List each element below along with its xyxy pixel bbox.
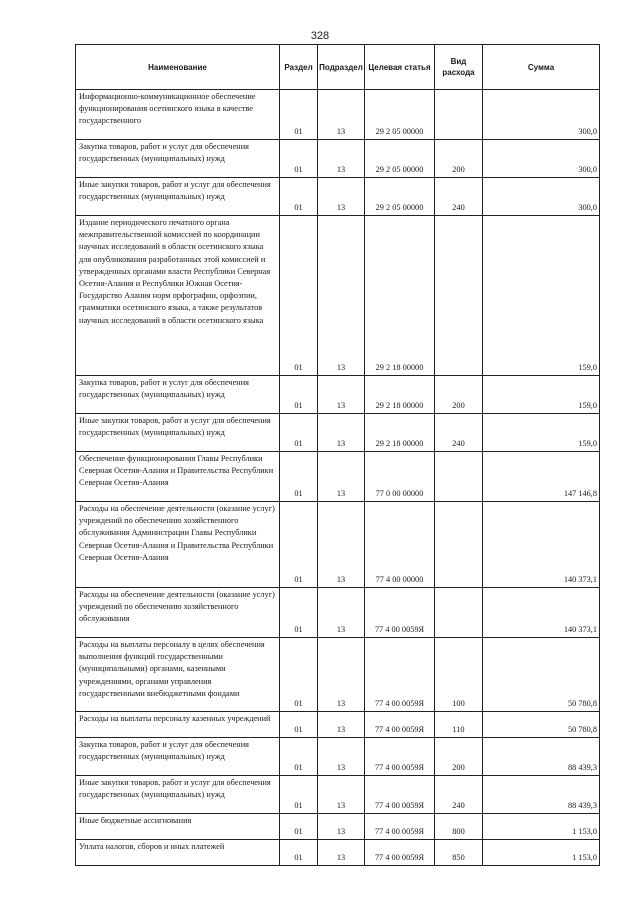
- row-amount: 140 373,1: [483, 588, 600, 638]
- row-name: Расходы на обеспечение деятельности (оказание услуг) учреждений по обеспечению хозяйственного обслуживания Администрации Главы Республики Северная Осетия-Алания и Правительства Республики Северная Осетия-Алания: [76, 502, 280, 588]
- row-subsection: 13: [318, 712, 365, 738]
- row-section: 01: [280, 414, 318, 452]
- row-name: Закупка товаров, работ и услуг для обеспечения государственных (муниципальных) нужд: [76, 376, 280, 414]
- row-amount: 300,0: [483, 90, 600, 140]
- row-expense-type: 240: [435, 178, 483, 216]
- row-name: Иные закупки товаров, работ и услуг для обеспечения государственных (муниципальных) нужд: [76, 414, 280, 452]
- row-subsection: 13: [318, 638, 365, 712]
- row-section: 01: [280, 90, 318, 140]
- row-name: Информационно-коммуникационное обеспечение функционирования осетинского языка в качестве государственного: [76, 90, 280, 140]
- row-amount: 88 439,3: [483, 738, 600, 776]
- row-expense-type: 200: [435, 140, 483, 178]
- table-row: [76, 814, 600, 840]
- row-section: 01: [280, 712, 318, 738]
- row-section: 01: [280, 638, 318, 712]
- budget-table: [75, 44, 600, 866]
- row-section: 01: [280, 376, 318, 414]
- table-row: [76, 776, 600, 814]
- header-subsection: Подраздел: [318, 45, 365, 90]
- page-number: 328: [310, 30, 330, 42]
- row-subsection: 13: [318, 776, 365, 814]
- row-name: Расходы на выплаты персоналу казенных учреждений: [76, 712, 280, 738]
- row-section: 01: [280, 502, 318, 588]
- row-target-item: 77 4 00 00000: [365, 502, 435, 588]
- table-header-row: [76, 45, 600, 90]
- row-expense-type: 850: [435, 840, 483, 866]
- row-expense-type: 240: [435, 776, 483, 814]
- row-section: 01: [280, 776, 318, 814]
- row-subsection: 13: [318, 216, 365, 376]
- row-target-item: 29 2 05 00000: [365, 178, 435, 216]
- table-row: [76, 712, 600, 738]
- row-target-item: 29 2 18 00000: [365, 216, 435, 376]
- row-subsection: 13: [318, 588, 365, 638]
- row-target-item: 77 4 00 0059Я: [365, 776, 435, 814]
- row-name: Иные закупки товаров, работ и услуг для обеспечения государственных (муниципальных) нужд: [76, 178, 280, 216]
- header-name: Наименование: [76, 45, 280, 90]
- row-subsection: 13: [318, 90, 365, 140]
- row-amount: 300,0: [483, 140, 600, 178]
- table-row: [76, 840, 600, 866]
- row-amount: 140 373,1: [483, 502, 600, 588]
- row-amount: 147 146,8: [483, 452, 600, 502]
- row-name: Закупка товаров, работ и услуг для обеспечения государственных (муниципальных) нужд: [76, 738, 280, 776]
- row-target-item: 77 4 00 0059Я: [365, 588, 435, 638]
- row-expense-type: 110: [435, 712, 483, 738]
- row-subsection: 13: [318, 376, 365, 414]
- row-expense-type: [435, 502, 483, 588]
- row-section: 01: [280, 588, 318, 638]
- row-target-item: 77 0 00 00000: [365, 452, 435, 502]
- table-row: [76, 376, 600, 414]
- row-section: 01: [280, 178, 318, 216]
- row-subsection: 13: [318, 502, 365, 588]
- row-target-item: 77 4 00 0059Я: [365, 638, 435, 712]
- row-expense-type: 200: [435, 376, 483, 414]
- row-subsection: 13: [318, 814, 365, 840]
- row-name: Иные бюджетные ассигнования: [76, 814, 280, 840]
- row-expense-type: 200: [435, 738, 483, 776]
- header-expense-type: Вид расхода: [435, 45, 483, 90]
- row-amount: 159,0: [483, 216, 600, 376]
- row-target-item: 77 4 00 0059Я: [365, 814, 435, 840]
- row-amount: 1 153,0: [483, 840, 600, 866]
- row-subsection: 13: [318, 452, 365, 502]
- row-amount: 88 439,3: [483, 776, 600, 814]
- row-subsection: 13: [318, 140, 365, 178]
- row-name: Закупка товаров, работ и услуг для обеспечения государственных (муниципальных) нужд: [76, 140, 280, 178]
- row-name: Иные закупки товаров, работ и услуг для обеспечения государственных (муниципальных) нужд: [76, 776, 280, 814]
- row-expense-type: [435, 588, 483, 638]
- table-row: [76, 738, 600, 776]
- row-expense-type: 100: [435, 638, 483, 712]
- row-subsection: 13: [318, 738, 365, 776]
- row-section: 01: [280, 452, 318, 502]
- row-name: Уплата налогов, сборов и иных платежей: [76, 840, 280, 866]
- table-row: [76, 178, 600, 216]
- row-subsection: 13: [318, 178, 365, 216]
- table-row: [76, 216, 600, 376]
- row-section: 01: [280, 738, 318, 776]
- row-expense-type: 800: [435, 814, 483, 840]
- row-amount: 50 780,8: [483, 712, 600, 738]
- row-target-item: 77 4 00 0059Я: [365, 712, 435, 738]
- row-amount: 300,0: [483, 178, 600, 216]
- row-target-item: 77 4 00 0059Я: [365, 738, 435, 776]
- row-target-item: 77 4 00 0059Я: [365, 840, 435, 866]
- row-subsection: 13: [318, 840, 365, 866]
- row-name: Расходы на обеспечение деятельности (оказание услуг) учреждений по обеспечению хозяйственного обслуживания: [76, 588, 280, 638]
- row-target-item: 29 2 05 00000: [365, 140, 435, 178]
- row-section: 01: [280, 216, 318, 376]
- row-name: Издание периодического печатного органа межправительственной комиссией по координации научных исследований в области осетинского языка для опубликования разработанных этой комиссией и утвержденных органами власти Республики Северная Осетия-Алания и Республики Южная Осетия-Государство Алания норм орфографии, орфоэпии, грамматики осетинского языка, а также результатов научных исследований в области осетинского языка: [76, 216, 280, 376]
- row-section: 01: [280, 814, 318, 840]
- row-expense-type: [435, 90, 483, 140]
- row-amount: 159,0: [483, 376, 600, 414]
- row-target-item: 29 2 05 00000: [365, 90, 435, 140]
- row-expense-type: [435, 452, 483, 502]
- table-row: [76, 638, 600, 712]
- row-expense-type: [435, 216, 483, 376]
- table-row: [76, 452, 600, 502]
- header-target-item: Целевая статья: [365, 45, 435, 90]
- row-section: 01: [280, 840, 318, 866]
- row-target-item: 29 2 18 00000: [365, 414, 435, 452]
- row-name: Расходы на выплаты персоналу в целях обеспечения выполнения функций государственными (муниципальными) органами, казенными учреждениями, органами управления государственными внебюджетными фондами: [76, 638, 280, 712]
- header-amount: Сумма: [483, 45, 600, 90]
- row-amount: 159,0: [483, 414, 600, 452]
- table-row: [76, 140, 600, 178]
- row-subsection: 13: [318, 414, 365, 452]
- header-section: Раздел: [280, 45, 318, 90]
- row-expense-type: 240: [435, 414, 483, 452]
- table-row: [76, 414, 600, 452]
- row-name: Обеспечение функционирования Главы Республики Северная Осетия-Алания и Правительства Республики Северная Осетия-Алания: [76, 452, 280, 502]
- table-row: [76, 90, 600, 140]
- table-row: [76, 502, 600, 588]
- table-row: [76, 588, 600, 638]
- row-target-item: 29 2 18 00000: [365, 376, 435, 414]
- row-section: 01: [280, 140, 318, 178]
- row-amount: 50 780,8: [483, 638, 600, 712]
- row-amount: 1 153,0: [483, 814, 600, 840]
